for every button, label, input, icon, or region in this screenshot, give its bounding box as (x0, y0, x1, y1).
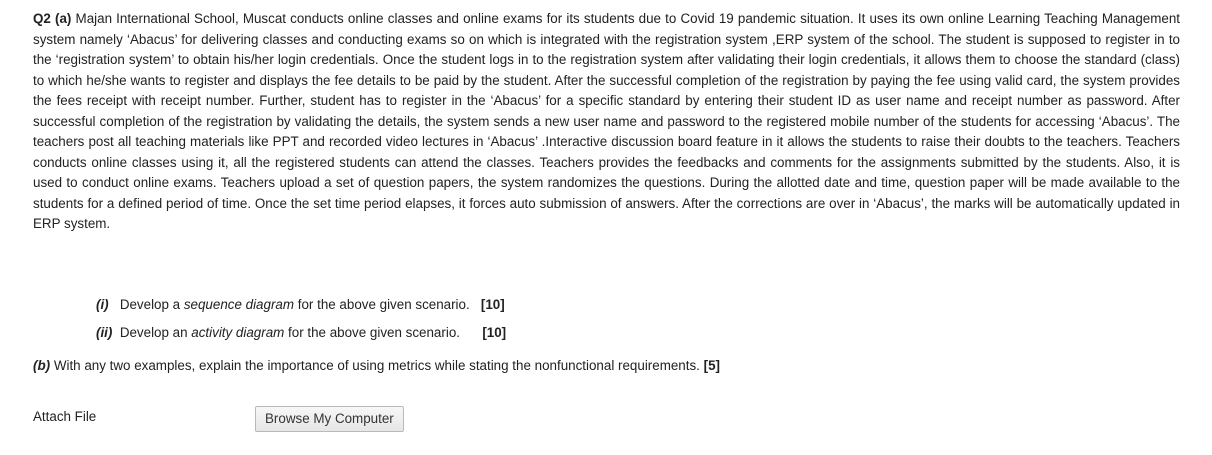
question-body: Majan International School, Muscat conducts online classes and online exams for its students due to Covid 19 pandemic situation. It uses its own online Learning Teaching Management system namely ‘Abacus’ for delivering classes and conducting exams so on which is integrated with the registration system ,ERP system of the school. The student is supposed to register in to the ‘registration system’ to obtain his/her login credentials. Once the student logs in to the registration system after validating their login credentials, it allows them to choose the standard (class) to which he/she wants to register and displays the fee details to be paid by the student. After the successful completion of the registration by paying the fee using valid card, the system provides the fees receipt with receipt number. Further, student has to register in the ‘Abacus’ for a specific standard by entering their student ID as user name and receipt number as password. After successful completion of the registration by validating the details, the system sends a new user name and password to the registered mobile number of the students for accessing ‘Abacus’. The teachers post all teaching materials like PPT and recorded video lectures in ‘Abacus’ .Interactive discussion board feature in it allows the students to raise their doubts to the teachers. Teachers conducts online classes using it, all the registered students can attend the classes. Teachers provides the feedbacks and comments for the assignments submitted by the students. Also, it is used to conduct online exams. Teachers upload a set of question papers, the system randomizes the questions. During the allotted date and time, question paper will be made available to the students for a defined period of time. Once the set time period elapses, it forces auto submission of answers. After the corrections are over in ‘Abacus’, the marks will be automatically updated in ERP system. (33, 11, 1180, 231)
subquestion-post: for the above given scenario. (294, 297, 470, 312)
subquestion-ii (96, 323, 506, 343)
part-b-marks: [5] (703, 358, 720, 373)
subquestion-post: for the above given scenario. (284, 325, 460, 340)
subquestion-marks: [10] (482, 325, 507, 340)
subquestion-pre: Develop a (119, 297, 184, 312)
question-label: Q2 (a) (33, 11, 72, 26)
subquestion-term: activity diagram (191, 325, 285, 340)
part-b-label: (b) (33, 358, 51, 373)
subquestion-marks: [10] (480, 297, 505, 312)
subquestion-number: (ii) (96, 325, 113, 340)
subquestion-i (96, 295, 505, 315)
browse-my-computer-button[interactable]: Browse My Computer (255, 406, 404, 432)
subquestion-pre: Develop an (119, 325, 192, 340)
part-b-text: With any two examples, explain the importance of using metrics while stating the nonfunctional requirements. (50, 358, 700, 373)
part-b-question (33, 356, 720, 376)
subquestion-term: sequence diagram (183, 297, 295, 312)
attach-file-label: Attach File (33, 409, 97, 424)
question-text (33, 9, 1180, 235)
subquestion-number: (i) (96, 297, 109, 312)
